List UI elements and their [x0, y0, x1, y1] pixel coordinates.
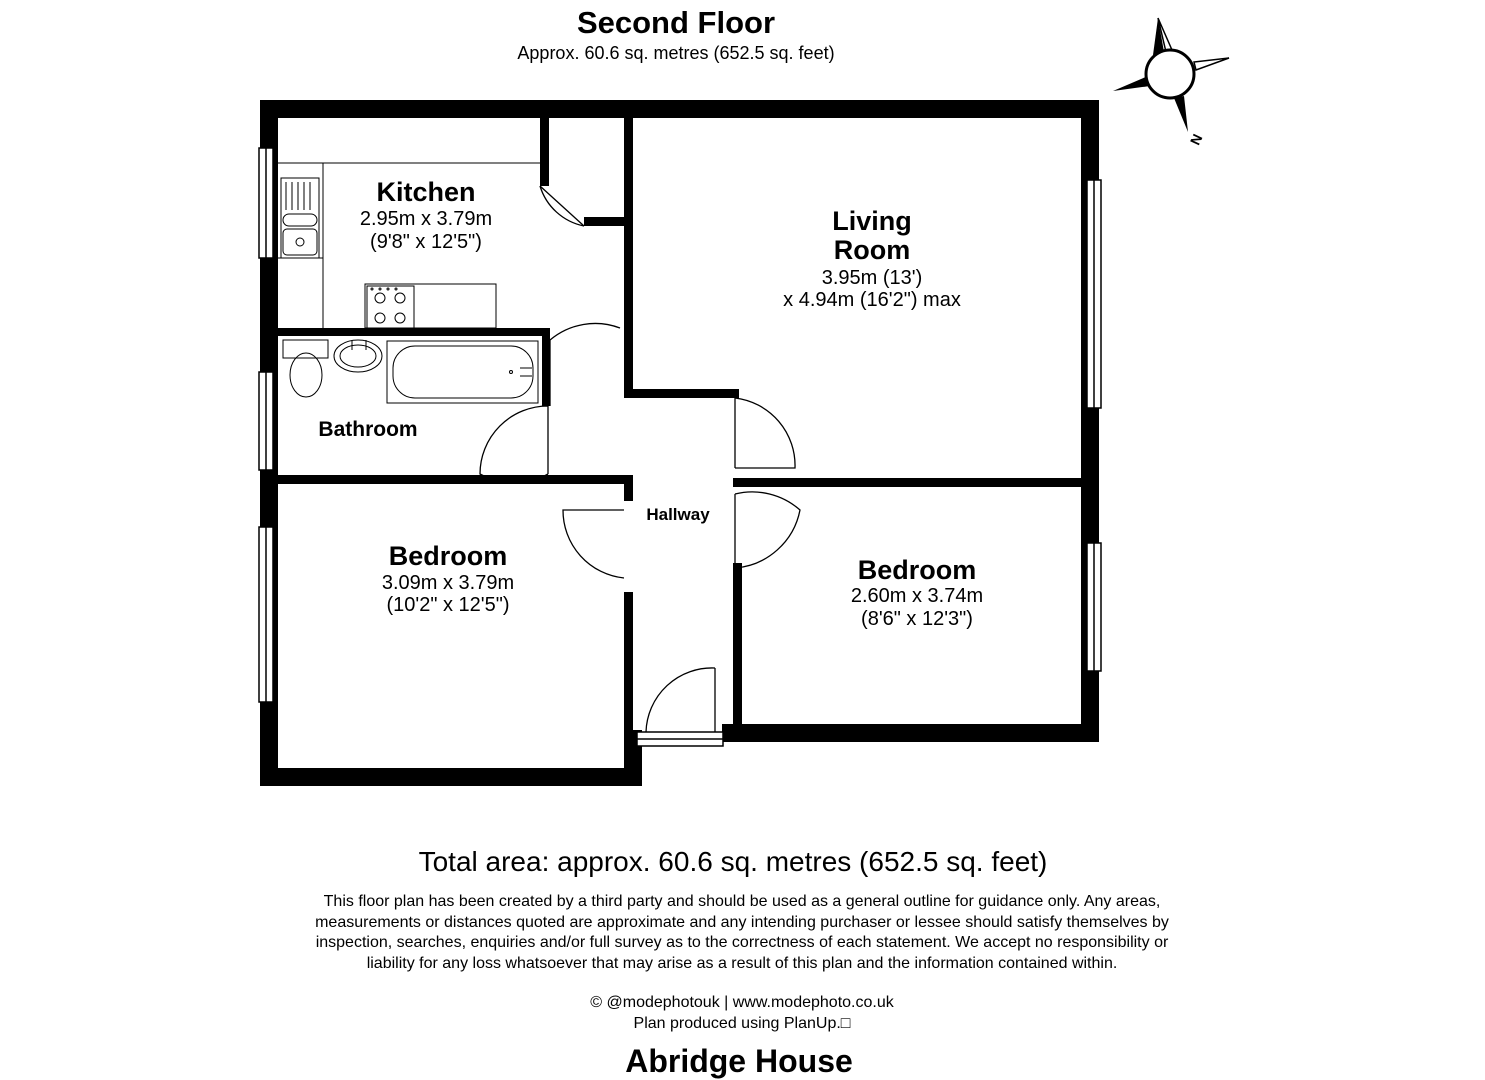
- disclaimer-line: inspection, searches, enquiries and/or full survey as to the correctness of each statement. We accept no responsibility or: [315, 934, 1169, 951]
- room-bedroom-1: [382, 541, 514, 616]
- disclaimer: [315, 892, 1169, 974]
- disclaimer-line: liability for any loss whatsoever that may arise as a result of this plan and the information contained within.: [366, 954, 1118, 972]
- hallway-name: Hallway: [646, 505, 710, 524]
- credit-line: © @modephotouk | www.modephoto.co.uk: [590, 994, 894, 1011]
- doors: [480, 186, 800, 732]
- bedroom-1-name: Bedroom: [388, 541, 508, 571]
- bathroom-name: Bathroom: [318, 418, 418, 441]
- living-room-size: 3.95m (13'): [821, 267, 923, 289]
- floor-title: Second Floor: [576, 5, 776, 40]
- room-kitchen: [360, 177, 492, 253]
- room-hallway: [646, 505, 710, 524]
- room-bedroom-2: [851, 555, 983, 630]
- property-name: Abridge House: [625, 1043, 853, 1079]
- room-bathroom: [318, 418, 417, 441]
- living-room-size-max: x 4.94m (16'2") max: [783, 289, 961, 311]
- bedroom-2-name: Bedroom: [857, 555, 977, 585]
- bathroom-fittings: [283, 340, 538, 403]
- living-room-name-1: Living: [832, 206, 912, 236]
- bedroom-1-size-imperial: (10'2" x 12'5"): [386, 594, 510, 616]
- disclaimer-line: measurements or distances quoted are approximate and any intending purchaser or lessee should satisfy themselves by: [315, 913, 1169, 931]
- kitchen-size: 2.95m x 3.79m: [359, 208, 493, 230]
- compass-icon: [1113, 18, 1229, 147]
- living-room-name-2: Room: [833, 235, 911, 265]
- disclaimer-line: This floor plan has been created by a third party and should be used as a general outline for guidance only. Any areas,: [323, 893, 1161, 910]
- kitchen-name: Kitchen: [376, 177, 476, 207]
- room-living: [783, 206, 961, 311]
- total-area: Total area: approx. 60.6 sq. metres (652.5 sq. feet): [418, 846, 1048, 877]
- credit-line: Plan produced using PlanUp.□: [633, 1014, 851, 1032]
- compass-north-label: N: [1186, 131, 1206, 148]
- bedroom-2-size-imperial: (8'6" x 12'3"): [861, 608, 973, 630]
- credits: [590, 993, 893, 1034]
- bedroom-1-size: 3.09m x 3.79m: [381, 572, 515, 594]
- bedroom-2-size: 2.60m x 3.74m: [850, 585, 984, 607]
- floor-area-subtitle: Approx. 60.6 sq. metres (652.5 sq. feet): [517, 43, 835, 63]
- kitchen-size-imperial: (9'8" x 12'5"): [370, 231, 482, 253]
